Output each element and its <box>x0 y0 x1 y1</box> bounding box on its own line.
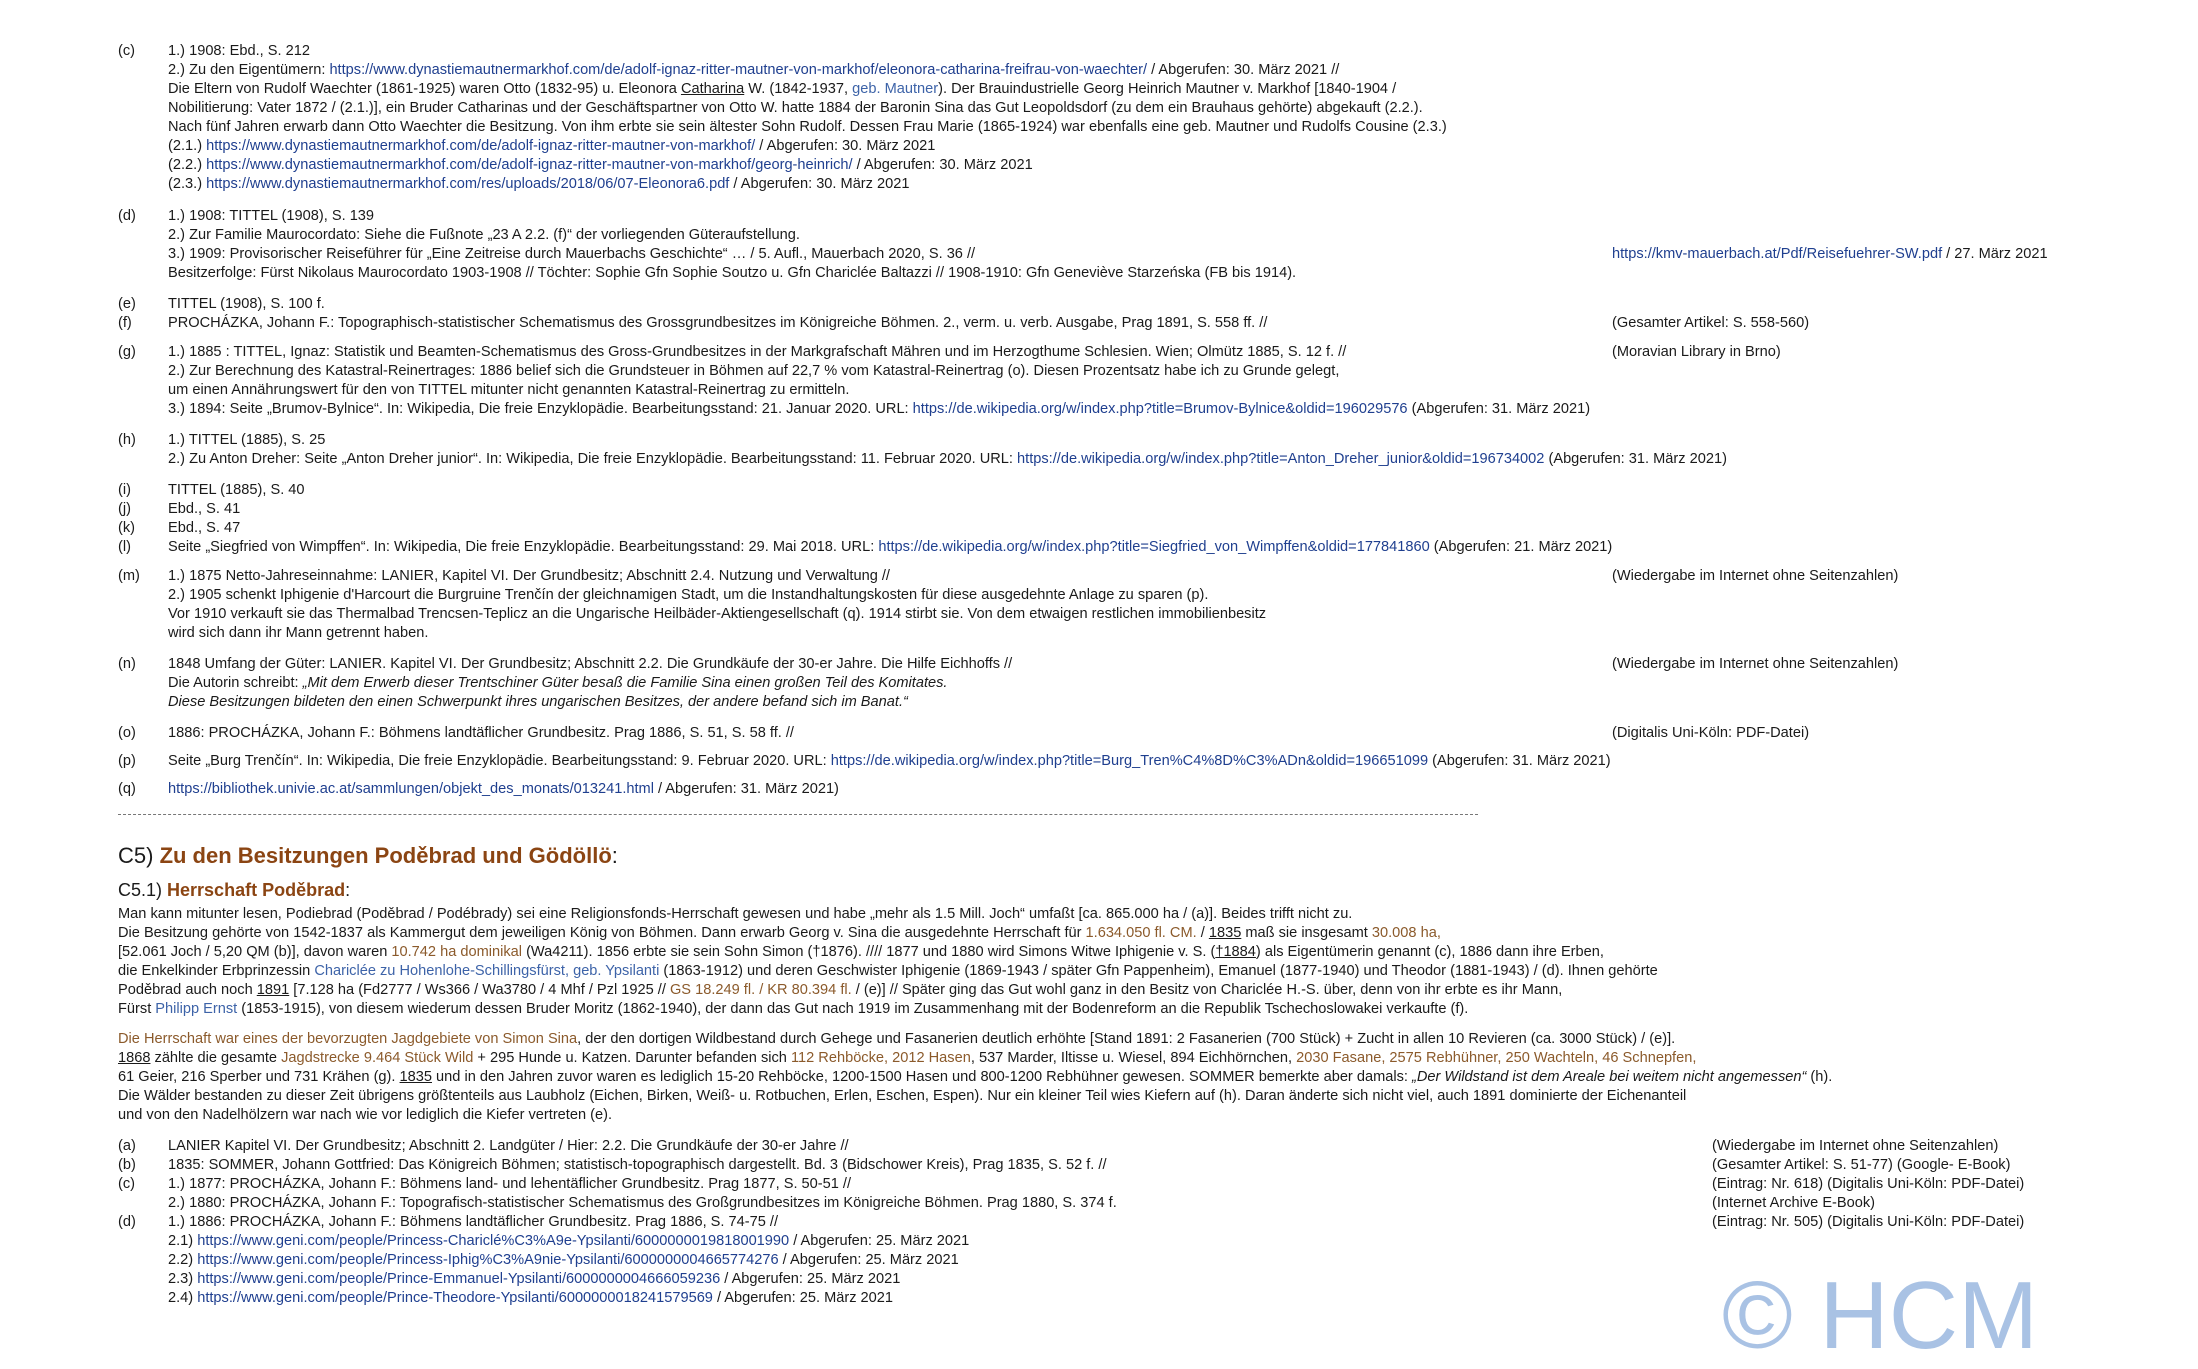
footnote-text: Seite „Siegfried von Wimpffen“. In: Wikipedia, Die freie Enzyklopädie. Bearbeitungsstand: 29. Mai 2018. URL: <box>168 539 879 555</box>
footnote-label-m: (m) <box>118 568 140 584</box>
copyright-watermark: © HCM <box>1722 1262 2039 1369</box>
heading-prefix: C5) <box>118 843 160 868</box>
footnote-line <box>168 1232 969 1251</box>
paragraph-text: / <box>1196 925 1209 941</box>
footnote-label-l: (l) <box>118 539 131 555</box>
footnote-text: (2.3.) <box>168 176 207 192</box>
footnote-text: 1.) 1877: PROCHÁZKA, Johann F.: Böhmens land- und lehentäflicher Grundbesitz. Prag 1877, S. 50-51 // <box>168 1176 852 1192</box>
footnote-text: 2.) Zu den Eigentümern: <box>168 62 330 78</box>
paragraph-text: + 295 Hunde u. Katzen. Darunter befanden sich <box>473 1050 791 1066</box>
paragraph-text: maß sie insgesamt <box>1241 925 1372 941</box>
url-link[interactable]: https://www.dynastiemautnermarkhof.com/de/adolf-ignaz-ritter-mautner-von-markhof/ <box>206 138 756 154</box>
footnote-text: / Abgerufen: 25. März 2021 <box>778 1252 959 1268</box>
footnote-label-g: (g) <box>118 344 136 360</box>
footnote-label-n: (n) <box>118 656 136 672</box>
heading-title: Herrschaft Poděbrad <box>167 880 346 900</box>
year-value: 1835 <box>399 1069 432 1085</box>
paragraph-text: 61 Geier, 216 Sperber und 731 Krähen (g). <box>118 1069 400 1085</box>
footnote-source: (Wiedergabe im Internet ohne Seitenzahlen) <box>1612 568 1899 584</box>
url-link[interactable]: https://de.wikipedia.org/w/index.php?title=Anton_Dreher_junior&oldid=196734002 <box>1017 451 1545 467</box>
footnote-line <box>168 1289 893 1308</box>
footnote-label-o: (o) <box>118 725 136 741</box>
paragraph-text: Fürst <box>118 1001 156 1017</box>
paragraph-text: / (e)] // Später ging das Gut wohl ganz in den Besitz von Chariclée H.-S. über, denn von ihr erbte es ihr Mann, <box>851 982 1563 998</box>
footnote-line <box>168 137 935 156</box>
footnote-label-a: (a) <box>118 1138 136 1154</box>
footnote-text: 2.) Zu Anton Dreher: Seite „Anton Dreher junior“. In: Wikipedia, Die freie Enzyklopädie. Bearbeitungsstand: 11. Februar 2020. URL: <box>168 451 1018 467</box>
footnote-text: 1848 Umfang der Güter: LANIER. Kapitel VI. Der Grundbesitz; Abschnitt 2.2. Die Grundkäufe der 30-er Jahre. Die Hilfe Eichhoffs // <box>168 656 1013 672</box>
paragraph-text: (Wa4211). 1856 erbte sie sein Sohn Simon (†1876). //// 1877 und 1880 wird Simons Witwe Iphigenie v. S. ( <box>522 944 1216 960</box>
url-link[interactable]: https://de.wikipedia.org/w/index.php?title=Siegfried_von_Wimpffen&oldid=177841860 <box>878 539 1430 555</box>
footnote-text: (2.2.) <box>168 157 207 173</box>
footnote-label-h: (h) <box>118 432 136 448</box>
footnote-line <box>168 1270 900 1289</box>
footnote-line <box>168 1251 959 1270</box>
footnote-text: (Abgerufen: 31. März 2021) <box>1407 401 1591 417</box>
footnote-line <box>168 61 1339 80</box>
url-link[interactable]: https://www.geni.com/people/Prince-Theodore-Ypsilanti/6000000018241579569 <box>197 1290 713 1306</box>
footnote-text: 2.1) <box>168 1233 198 1249</box>
footnote-text: 2.4) <box>168 1290 198 1306</box>
footnote-text: 2.3) <box>168 1271 198 1287</box>
footnote-source: (Gesamter Artikel: S. 51-77) (Google- E-Book) <box>1712 1157 2011 1173</box>
footnote-text: 1.) 1908: Ebd., S. 212 <box>168 43 310 59</box>
footnote-source: (Internet Archive E-Book) <box>1712 1195 1876 1211</box>
paragraph-text: ) als Eigentümerin genannt (c), 1886 dann ihre Erben, <box>1255 944 1604 960</box>
year-value: †1884 <box>1215 944 1256 960</box>
footnote-text: um einen Annährungswert für den von TITTEL mitunter nicht genannten Katastral-Reinertrag zu ermitteln. <box>168 382 850 398</box>
footnote-text: / Abgerufen: 30. März 2021 <box>729 176 910 192</box>
year-value: 1868 <box>118 1050 151 1066</box>
footnote-label-k: (k) <box>118 520 136 536</box>
paragraph-line <box>118 1068 1832 1087</box>
paragraph-text: [7.128 ha (Fd2777 / Ws366 / Wa3780 / 4 Mhf / Pzl 1925 // <box>289 982 670 998</box>
footnote-line <box>168 156 1033 175</box>
footnote-source: (Digitalis Uni-Köln: PDF-Datei) <box>1612 725 1810 741</box>
paragraph-line <box>118 962 1658 981</box>
footnote-text: (Abgerufen: 21. März 2021) <box>1429 539 1613 555</box>
footnote-text: (Abgerufen: 31. März 2021) <box>1544 451 1727 467</box>
footnote-text: Nach fünf Jahren erwarb dann Otto Waechter die Besitzung. Von ihm erbte sie sein ältester Sohn Rudolf. Dessen Frau Marie (1865-1924) war ebenfalls eine geb. Mautner und Rudolfs Cousine (2.3.) <box>168 119 1447 135</box>
quote-text: Diese Besitzungen bildeten den einen Schwerpunkt ihres ungarischen Besitzes, der andere befand sich im Banat.“ <box>168 694 908 710</box>
paragraph-line <box>118 1000 1468 1019</box>
paragraph-line <box>118 924 1441 943</box>
highlight-value: 10.742 ha dominikal <box>391 944 523 960</box>
footnote-text: 2.) Zur Berechnung des Katastral-Reinertrages: 1886 belief sich die Grundsteuer in Böhmen auf 22,7 % vom Katastral-Reinertrag (o). Diesen Prozentsatz habe ich zu Grunde gelegt, <box>168 363 1340 379</box>
paragraph-text: Poděbrad auch noch <box>118 982 257 998</box>
paragraph-text: (1863-1912) und deren Geschwister Iphigenie (1869-1943 / später Gfn Pappenheim), Emanuel (1877-1940) und Theodor (1881-1943) / (d). Ihnen gehörte <box>659 963 1658 979</box>
footnote-text: Seite „Burg Trenčín“. In: Wikipedia, Die freie Enzyklopädie. Bearbeitungsstand: 9. Februar 2020. URL: <box>168 753 831 769</box>
subsection-heading-c51 <box>118 880 350 901</box>
footnote-text: wird sich dann ihr Mann getrennt haben. <box>168 625 429 641</box>
footnote-text: / Abgerufen: 30. März 2021 // <box>1147 62 1340 78</box>
url-link[interactable]: https://www.dynastiemautnermarkhof.com/de/adolf-ignaz-ritter-mautner-von-markhof/georg-heinrich/ <box>206 157 853 173</box>
footnote-line <box>168 450 1727 469</box>
footnote-text: Die Autorin schreibt: <box>168 675 303 691</box>
footnote-text: TITTEL (1885), S. 40 <box>168 482 305 498</box>
footnote-text: / Abgerufen: 25. März 2021 <box>712 1290 894 1306</box>
section-heading-c5 <box>118 843 618 869</box>
footnote-label-d2: (d) <box>118 1214 136 1230</box>
quote-text: „Mit dem Erwerb dieser Trentschiner Güter besaß die Familie Sina einen großen Teil des Komitates. <box>302 675 948 691</box>
heading-suffix: : <box>345 880 351 900</box>
url-link[interactable]: https://www.geni.com/people/Prince-Emmanuel-Ypsilanti/6000000004666059236 <box>197 1271 721 1287</box>
footnote-line <box>1612 245 2048 264</box>
paragraph-text: , 537 Marder, Iltisse u. Wiesel, 894 Eichhörnchen, <box>970 1050 1297 1066</box>
paragraph-line <box>118 943 1604 962</box>
footnote-text: 1.) 1875 Netto-Jahreseinnahme: LANIER, Kapitel VI. Der Grundbesitz; Abschnitt 2.4. Nutzung und Verwaltung // <box>168 568 890 584</box>
footnote-text: Vor 1910 verkauft sie das Thermalbad Trencsen-Teplicz an die Ungarische Heilbäder-Aktiengesellschaft (q). 1914 stirbt sie. Von dem etwaigen restlichen immobilienbesitz <box>168 606 1267 622</box>
section-divider <box>118 814 1478 815</box>
footnote-line <box>168 80 1396 99</box>
footnote-text: geb. Mautner <box>852 81 939 97</box>
footnote-line <box>168 674 948 693</box>
footnote-text: Besitzerfolge: Fürst Nikolaus Maurocordato 1903-1908 // Töchter: Sophie Gfn Sophie Soutzo u. Gfn Chariclée Baltazzi // 1908-1910: Gfn Geneviève Starzeńska (FB bis 1914). <box>168 265 1297 281</box>
footnote-text: Ebd., S. 47 <box>168 520 241 536</box>
footnote-label-i: (i) <box>118 482 131 498</box>
highlight-value: Jagdstrecke 9.464 Stück Wild <box>281 1050 474 1066</box>
paragraph-text: (1853-1915), von diesem wiederum dessen Bruder Moritz (1862-1940), der dann das Gut nach 1919 im Zusammenhang mit der Bodenreform an die Republik Tschechoslowakei verkaufte (f). <box>237 1001 1469 1017</box>
footnote-line <box>168 400 1590 419</box>
footnote-source: (Eintrag: Nr. 505) (Digitalis Uni-Köln: PDF-Datei) <box>1712 1214 2025 1230</box>
paragraph-text: Man kann mitunter lesen, Podiebrad (Poděbrad / Podébrady) sei eine Religionsfonds-Herrschaft gewesen und habe „mehr als 1.5 Mill. Joch“ umfaßt [ca. 865.000 ha / (a)]. Beides trifft nicht zu. <box>118 906 1353 922</box>
footnote-text: PROCHÁZKA, Johann F.: Topographisch-statistischer Schematismus des Grossgrundbesitzes im Königreiche Böhmen. 2., verm. u. verb. Ausgabe, Prag 1891, S. 558 ff. // <box>168 315 1268 331</box>
footnote-label-c: (c) <box>118 43 136 59</box>
footnote-source: (Wiedergabe im Internet ohne Seitenzahlen) <box>1612 656 1899 672</box>
footnote-source: (Gesamter Artikel: S. 558-560) <box>1612 315 1810 331</box>
footnote-text: 1.) TITTEL (1885), S. 25 <box>168 432 326 448</box>
url-link[interactable]: https://www.dynastiemautnermarkhof.com/de/adolf-ignaz-ritter-mautner-von-markhof/eleonora-catharina-freifrau-von-waechter/ <box>329 62 1148 78</box>
footnote-text: / Abgerufen: 31. März 2021) <box>653 781 839 797</box>
footnote-text: / 27. März 2021 <box>1942 246 2048 262</box>
footnote-line <box>168 780 839 799</box>
url-link[interactable]: https://www.geni.com/people/Princess-Iphig%C3%A9nie-Ypsilanti/6000000004665774276 <box>197 1252 779 1268</box>
footnote-line <box>168 538 1612 557</box>
footnote-line <box>168 175 909 194</box>
footnote-label-e: (e) <box>118 296 136 312</box>
footnote-text: Ebd., S. 41 <box>168 501 241 517</box>
footnote-text: 1835: SOMMER, Johann Gottfried: Das Königreich Böhmen; statistisch-topographisch dargestellt. Bd. 3 (Bidschower Kreis), Prag 1835, S. 52 f. // <box>168 1157 1107 1173</box>
footnote-text: 2.2) <box>168 1252 198 1268</box>
url-link[interactable]: https://kmv-mauerbach.at/Pdf/Reisefuehrer-SW.pdf <box>1612 246 1943 262</box>
footnote-text: 2.) 1905 schenkt Iphigenie d'Harcourt die Burgruine Trenčín der gleichnamigen Stadt, um die Instandhaltungskosten für diese ausgedehnte Anlage zu sparen (p). <box>168 587 1209 603</box>
person-name: Chariclée zu Hohenlohe-Schillingsfürst, geb. Ypsilanti <box>314 963 660 979</box>
footnote-label-d: (d) <box>118 208 136 224</box>
footnote-text: 2.) Zur Familie Maurocordato: Siehe die Fußnote „23 A 2.2. (f)“ der vorliegenden Güteraufstellung. <box>168 227 800 243</box>
footnote-text: Catharina <box>680 81 745 97</box>
footnote-text: / Abgerufen: 25. März 2021 <box>720 1271 901 1287</box>
paragraph-line <box>118 1030 1675 1049</box>
footnote-line <box>168 752 1611 771</box>
footnote-label-c2: (c) <box>118 1176 136 1192</box>
footnote-text: / Abgerufen: 25. März 2021 <box>789 1233 970 1249</box>
footnote-text: 1886: PROCHÁZKA, Johann F.: Böhmens landtäflicher Grundbesitz. Prag 1886, S. 51, S. 58 ff. // <box>168 725 794 741</box>
paragraph-text: [52.061 Joch / 5,20 QM (b)], davon waren <box>118 944 392 960</box>
paragraph-text: Die Wälder bestanden zu dieser Zeit übrigens größtenteils aus Laubholz (Eichen, Birken, Weiß- u. Rotbuchen, Erlen, Eschen, Espen). Nur ein kleiner Teil wies Kiefern auf (h). Daran änderte sich nicht viel, auch 1891 dominierte der Eichenanteil <box>118 1088 1687 1104</box>
footnote-label-j: (j) <box>118 501 131 517</box>
url-link[interactable]: https://www.dynastiemautnermarkhof.com/res/uploads/2018/06/07-Eleonora6.pdf <box>206 176 730 192</box>
footnote-label-b: (b) <box>118 1157 136 1173</box>
footnote-text: LANIER Kapitel VI. Der Grundbesitz; Abschnitt 2. Landgüter / Hier: 2.2. Die Grundkäufe der 30-er Jahre // <box>168 1138 849 1154</box>
footnote-text: TITTEL (1908), S. 100 f. <box>168 296 325 312</box>
highlight-value: GS 18.249 fl. / KR 80.394 fl. <box>669 982 852 998</box>
paragraph-text: und von den Nadelhölzern war nach wie vor lediglich die Kiefer vertreten (e). <box>118 1107 613 1123</box>
paragraph-text: zählte die gesamte <box>150 1050 282 1066</box>
url-link[interactable]: https://de.wikipedia.org/w/index.php?title=Brumov-Bylnice&oldid=196029576 <box>912 401 1408 417</box>
footnote-text: 3.) 1894: Seite „Brumov-Bylnice“. In: Wikipedia, Die freie Enzyklopädie. Bearbeitungsstand: 21. Januar 2020. URL: <box>168 401 913 417</box>
heading-title: Zu den Besitzungen Poděbrad und Gödöllö <box>159 843 612 868</box>
heading-suffix: : <box>611 843 618 868</box>
footnote-label-f: (f) <box>118 315 132 331</box>
highlight-value: 112 Rehböcke, 2012 Hasen <box>790 1050 971 1066</box>
paragraph-text: und in den Jahren zuvor waren es lediglich 15-20 Rehböcke, 1200-1500 Hasen und 800-1200 Rebhühner gewesen. SOMMER bemerkte aber damals: <box>432 1069 1412 1085</box>
footnote-source: (Wiedergabe im Internet ohne Seitenzahlen) <box>1712 1138 1999 1154</box>
paragraph-text: , der den dortigen Wildbestand durch Gehege und Fasanerien deutlich erhöhte [Stand 1891: 2 Fasanerien (700 Stück) + Zucht in allen 10 Revieren (ca. 3000 Stück) / (e)]. <box>577 1031 1676 1047</box>
highlight-value: 2030 Fasane, 2575 Rebhühner, 250 Wachteln, 46 Schnepfen, <box>1296 1050 1697 1066</box>
footnote-label-p: (p) <box>118 753 136 769</box>
footnote-source: (Moravian Library in Brno) <box>1612 344 1781 360</box>
highlight-text: Die Herrschaft war eines der bevorzugten Jagdgebiete von Simon Sina <box>118 1031 578 1047</box>
quote-text: „Der Wildstand ist dem Areale bei weitem nicht angemessen“ <box>1412 1069 1807 1085</box>
paragraph-text: die Enkelkinder Erbprinzessin <box>118 963 315 979</box>
paragraph-line <box>118 981 1562 1000</box>
footnote-label-q: (q) <box>118 781 136 797</box>
footnote-text: (Abgerufen: 31. März 2021) <box>1428 753 1611 769</box>
footnote-text: 1.) 1886: PROCHÁZKA, Johann F.: Böhmens landtäflicher Grundbesitz. Prag 1886, S. 74-75 // <box>168 1214 779 1230</box>
year-value: 1835 <box>1208 925 1242 941</box>
footnote-text: / Abgerufen: 30. März 2021 <box>852 157 1033 173</box>
footnote-source: (Eintrag: Nr. 618) (Digitalis Uni-Köln: PDF-Datei) <box>1712 1176 2025 1192</box>
footnote-text: Die Eltern von Rudolf Waechter (1861-1925) waren Otto (1832-95) u. Eleonora <box>168 81 681 97</box>
paragraph-text: Die Besitzung gehörte von 1542-1837 als Kammergut dem jeweiligen König von Böhmen. Dann erwarb Georg v. Sina die ausgedehnte Herrschaft für <box>118 925 1086 941</box>
paragraph-text: (h). <box>1806 1069 1833 1085</box>
footnote-text: 1.) 1908: TITTEL (1908), S. 139 <box>168 208 375 224</box>
highlight-value: 30.008 ha, <box>1371 925 1441 941</box>
footnote-text: W. (1842-1937, <box>744 81 853 97</box>
footnote-text: 3.) 1909: Provisorischer Reiseführer für „Eine Zeitreise durch Mauerbachs Geschichte“ … / 5. Aufl., Mauerbach 2020, S. 36 // <box>168 246 976 262</box>
url-link[interactable]: https://bibliothek.univie.ac.at/sammlungen/objekt_des_monats/013241.html <box>168 781 654 797</box>
person-name: Philipp Ernst <box>155 1001 238 1017</box>
year-value: 1891 <box>256 982 290 998</box>
url-link[interactable]: https://de.wikipedia.org/w/index.php?title=Burg_Tren%C4%8D%C3%ADn&oldid=196651099 <box>830 753 1429 769</box>
footnote-text: Nobilitierung: Vater 1872 / (2.1.)], ein Bruder Catharinas und der Geschäftspartner von Otto W. hatte 1884 der Baronin Sina das Gut Leopoldsdorf (zu dem ein Brauhaus gehörte) abgekauft (2.2.). <box>168 100 1423 116</box>
footnote-text: (2.1.) <box>168 138 207 154</box>
footnote-text: 2.) 1880: PROCHÁZKA, Johann F.: Topografisch-statistischer Schematismus des Großgrundbesitzes im Königreiche Böhmen. Prag 1880, S. 374 f. <box>168 1195 1117 1211</box>
footnote-text: 1.) 1885 : TITTEL, Ignaz: Statistik und Beamten-Schematismus des Gross-Grundbesitzes in der Markgrafschaft Mähren und im Herzogthume Schlesien. Wien; Olmütz 1885, S. 12 f. // <box>168 344 1347 360</box>
paragraph-line <box>118 1049 1696 1068</box>
footnote-text: ). Der Brauindustrielle Georg Heinrich Mautner v. Markhof [1840-1904 / <box>938 81 1397 97</box>
url-link[interactable]: https://www.geni.com/people/Princess-Chariclé%C3%A9e-Ypsilanti/6000000019818001990 <box>197 1233 790 1249</box>
heading-prefix: C5.1) <box>118 880 168 900</box>
highlight-value: 1.634.050 fl. CM. <box>1085 925 1197 941</box>
footnote-text: / Abgerufen: 30. März 2021 <box>755 138 936 154</box>
